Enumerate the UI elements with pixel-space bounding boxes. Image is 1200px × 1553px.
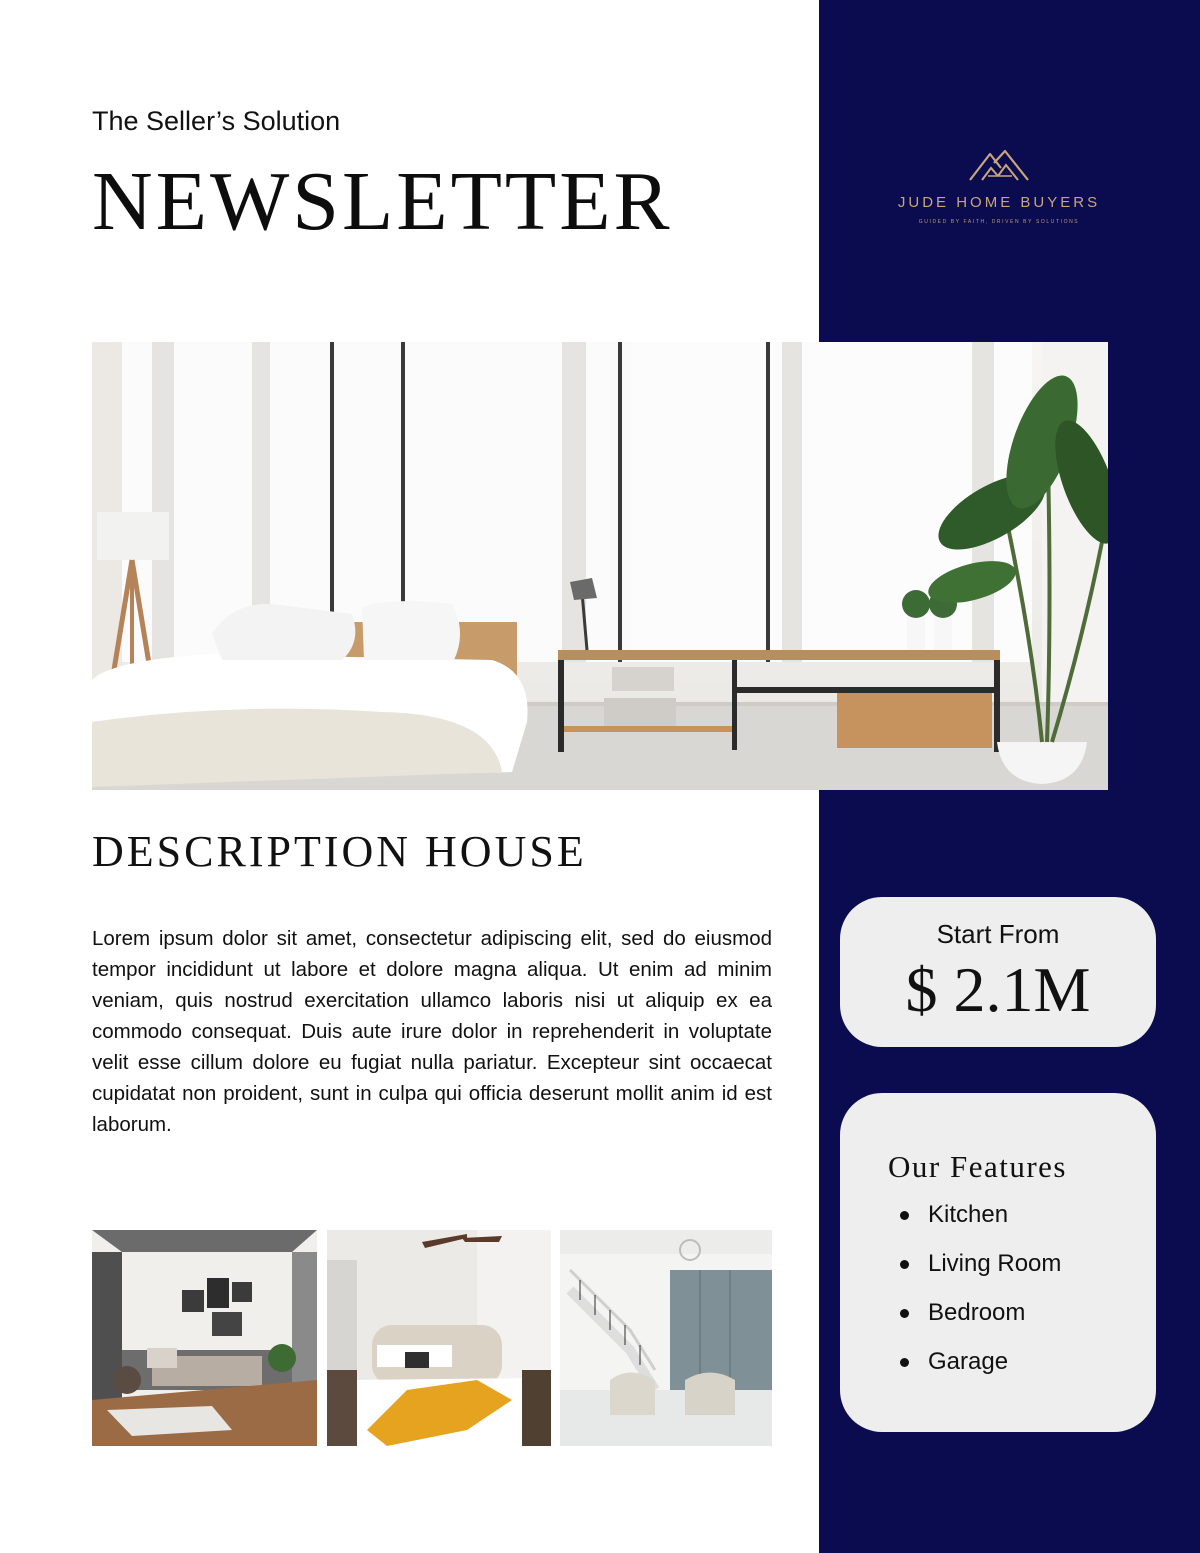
gallery-living-room-photo [92, 1230, 317, 1446]
gallery-bedroom-photo [327, 1230, 551, 1446]
gallery-hall-stairs-photo [560, 1230, 772, 1446]
description-body: Lorem ipsum dolor sit amet, consectetur adipiscing elit, sed do eiusmod tempor incididunt ut labore et dolore magna aliqua. Ut enim ad minim veniam, quis nostrud exercitation ullamco laboris nisi ut aliquip ex ea commodo consequat. Duis aute irure dolor in reprehenderit in voluptate velit esse cillum dolore eu fugiat nulla pariatur. Excepteur sint occaecat cupidatat non proident, sunt in culpa qui officia deserunt mollit anim id est laborum. [92, 927, 772, 1136]
feature-item-living-room [898, 1248, 1061, 1297]
feature-item-kitchen [898, 1199, 1061, 1248]
mountain-roof-logo-icon [968, 148, 1030, 182]
features-list [898, 1199, 1061, 1395]
brand-name: JUDE HOME BUYERS [897, 194, 1101, 211]
bullet-icon [900, 1211, 909, 1220]
price-label: Start From [936, 919, 1060, 949]
feature-item-garage [898, 1346, 1061, 1395]
price-value: $ 2.1M [905, 954, 1091, 1025]
bullet-icon [900, 1309, 909, 1318]
feature-label: Kitchen [928, 1201, 1009, 1228]
price-card [840, 897, 1156, 1047]
features-card [840, 1093, 1156, 1432]
feature-label: Living Room [928, 1250, 1062, 1277]
feature-item-bedroom [898, 1297, 1061, 1346]
hero-bedroom-photo [92, 342, 1108, 790]
feature-label: Garage [928, 1348, 1009, 1375]
newsletter-title: NEWSLETTER [92, 155, 673, 248]
description-title: DESCRIPTION HOUSE [92, 827, 587, 876]
feature-label: Bedroom [928, 1299, 1026, 1326]
bullet-icon [900, 1358, 909, 1367]
features-title: Our Features [888, 1149, 1067, 1184]
brand-tagline: GUIDED BY FAITH, DRIVEN BY SOLUTIONS [918, 219, 1080, 225]
bullet-icon [900, 1260, 909, 1269]
newsletter-subtitle: The Seller’s Solution [92, 106, 341, 136]
brand-logo [819, 148, 1179, 225]
